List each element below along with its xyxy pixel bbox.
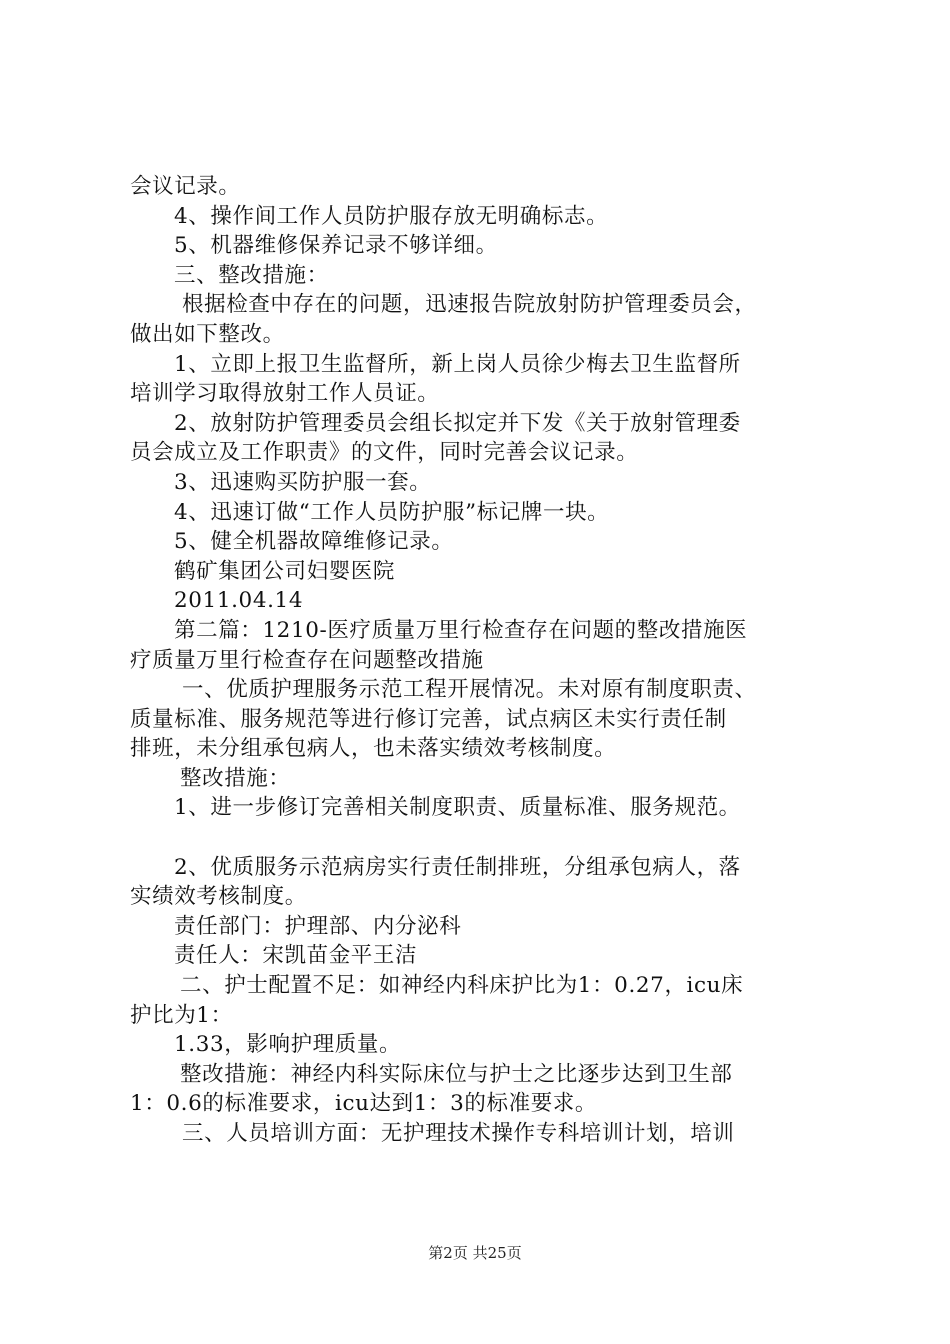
text-line: 1、立即上报卫生监督所，新上岗人员徐少梅去卫生监督所 [174, 351, 741, 377]
text-line: 做出如下整改。 [130, 321, 285, 347]
text-line: 会议记录。 [130, 174, 241, 199]
document-body [130, 172, 830, 1149]
text-line: 排班，未分组承包病人，也未落实绩效考核制度。 [130, 736, 617, 762]
text-line: 5、健全机器故障维修记录。 [174, 529, 454, 555]
text-line: 整改措施： [180, 765, 291, 791]
text-line: 5、机器维修保养记录不够详细。 [174, 233, 498, 259]
text-line: 护比为1： [130, 1002, 233, 1028]
text-line: 2011.04.14 [174, 588, 304, 614]
text-line: 鹤矿集团公司妇婴医院 [174, 558, 396, 584]
blank-line [130, 823, 830, 853]
text-line: 4、迅速订做“工作人员防护服”标记牌一块。 [174, 499, 610, 525]
text-line: 责任部门：护理部、内分泌科 [174, 913, 462, 939]
text-line: 质量标准、服务规范等进行修订完善，试点病区未实行责任制 [130, 706, 727, 732]
text-line: 二、护士配置不足：如神经内科床护比为1：0.27，icu床 [180, 973, 744, 999]
text-line: 培训学习取得放射工作人员证。 [130, 381, 440, 407]
text-line: 实绩效考核制度。 [130, 884, 307, 910]
text-line: 1：0.6的标准要求，icu达到1：3的标准要求。 [130, 1091, 597, 1117]
text-line: 三、人员培训方面：无护理技术操作专科培训计划，培训 [182, 1121, 735, 1146]
text-line: 根据检查中存在的问题，迅速报告院放射防护管理委员会， [182, 292, 757, 318]
text-line: 2、优质服务示范病房实行责任制排班，分组承包病人，落 [174, 854, 741, 880]
text-line: 员会成立及工作职责》的文件，同时完善会议记录。 [130, 440, 639, 466]
text-line: 责任人：宋凯苗金平王洁 [174, 943, 418, 969]
text-line: 疗质量万里行检查存在问题整改措施 [130, 647, 484, 673]
text-line: 2、放射防护管理委员会组长拟定并下发《关于放射管理委 [174, 410, 741, 436]
text-line: 第二篇：1210-医疗质量万里行检查存在问题的整改措施医 [174, 617, 748, 643]
page-footer: 第2页 共25页 [428, 1244, 522, 1262]
text-line: 整改措施：神经内科实际床位与护士之比逐步达到卫生部 [180, 1061, 733, 1087]
text-line: 1.33，影响护理质量。 [174, 1032, 402, 1058]
text-line: 一、优质护理服务示范工程开展情况。未对原有制度职责、 [182, 677, 757, 703]
text-line: 3、迅速购买防护服一套。 [174, 469, 432, 495]
text-line: 三、整改措施： [174, 262, 329, 288]
text-line: 4、操作间工作人员防护服存放无明确标志。 [174, 203, 609, 229]
text-line: 1、进一步修订完善相关制度职责、质量标准、服务规范。 [174, 795, 741, 821]
